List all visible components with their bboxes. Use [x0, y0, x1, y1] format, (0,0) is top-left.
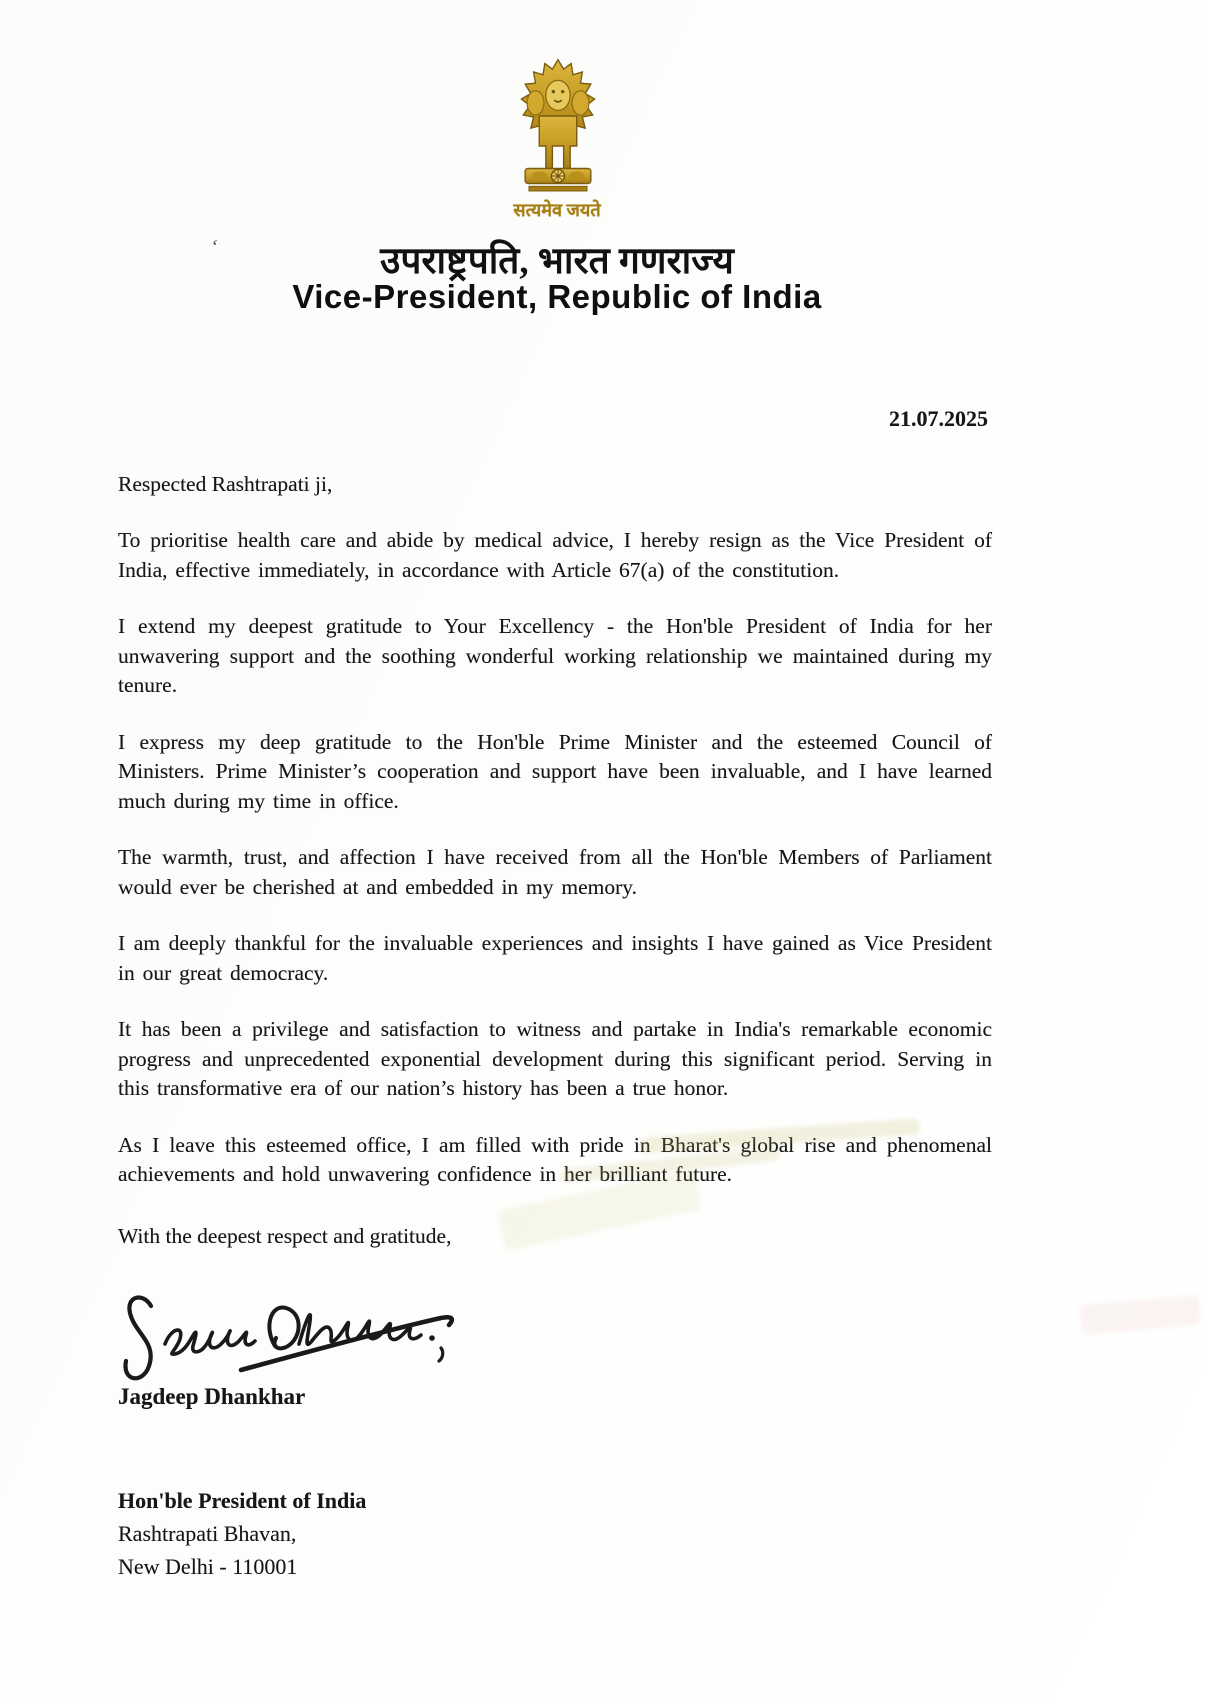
scan-artifact: ‘	[209, 235, 220, 259]
recipient-name: Hon'ble President of India	[118, 1488, 367, 1513]
signatory-name: Jagdeep Dhankhar	[118, 1384, 306, 1409]
letterhead-title-hindi: उपराष्ट्रपति, भारत गणराज्य	[380, 241, 734, 282]
paragraph-parliament: The warmth, trust, and affection I have received from all the Hon'ble Members of Parliament would ever be cherished at and embedded in my memory.	[118, 845, 992, 899]
closing-line: With the deepest respect and gratitude,	[118, 1223, 452, 1248]
letter-date: 21.07.2025	[889, 406, 988, 431]
letter-body	[118, 404, 992, 1251]
handwritten-signature	[113, 1290, 475, 1392]
emblem-motto: सत्यमेव जयते	[513, 200, 601, 220]
letterhead-title-english: Vice-President, Republic of India	[292, 278, 822, 315]
paragraph-gratitude-president: I extend my deepest gratitude to Your Excellency - the Hon'ble President of India for her unwavering support and the soothing wonderful working relationship we maintained during my tenure.	[118, 614, 992, 697]
paragraph-privilege: It has been a privilege and satisfaction to witness and partake in India's remarkable economic progress and unprecedented exponential development during this significant period. Serving in this transformative era of our nation’s history has been a true honor.	[118, 1017, 992, 1100]
recipient-block	[118, 1484, 366, 1583]
recipient-address-line2: New Delhi - 110001	[118, 1554, 298, 1579]
ashoka-emblem-icon	[500, 56, 616, 206]
recipient-address-line1: Rashtrapati Bhavan,	[118, 1521, 297, 1546]
paragraph-thankful: I am deeply thankful for the invaluable experiences and insights I have gained as Vice President in our great democracy.	[118, 931, 992, 985]
paragraph-farewell: As I leave this esteemed office, I am filled with pride in Bharat's global rise and phenomenal achievements and hold unwavering confidence in her brilliant future.	[118, 1132, 992, 1186]
paragraph-resignation: To prioritise health care and abide by medical advice, I hereby resign as the Vice President of India, effective immediately, in accordance with Article 67(a) of the constitution.	[118, 528, 992, 582]
salutation: Respected Rashtrapati ji,	[118, 471, 333, 496]
paragraph-gratitude-pm: I express my deep gratitude to the Hon'ble Prime Minister and the esteemed Council of Ministers. Prime Minister’s cooperation and support have been invaluable, and I have learned much during my time in office.	[118, 729, 992, 813]
bleed-through-smudge	[1079, 1295, 1201, 1335]
